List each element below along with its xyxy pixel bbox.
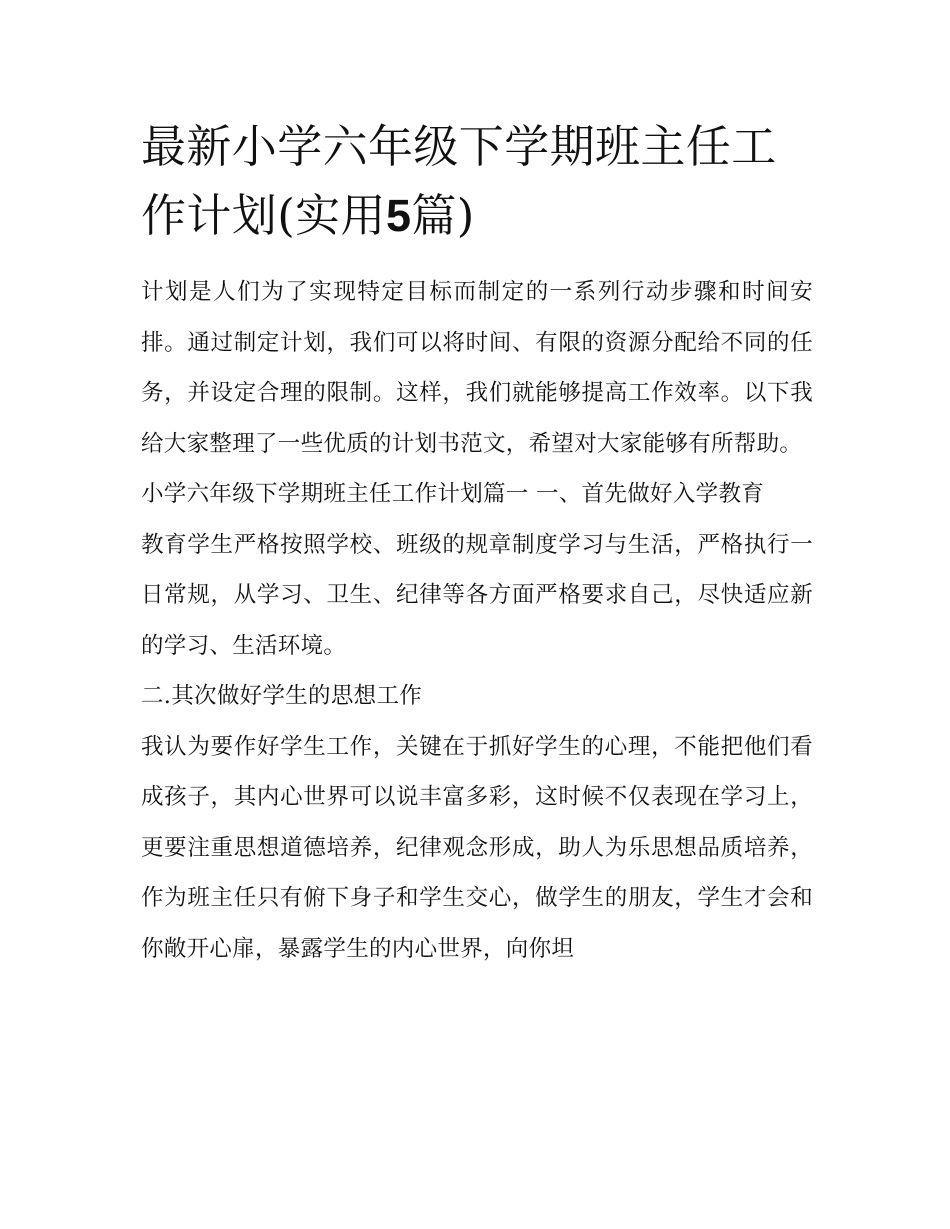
- document-content: [141, 112, 813, 974]
- intro-paragraph: 计划是人们为了实现特定目标而制定的一系列行动步骤和时间安排。通过制定计划，我们可以将时间、有限的资源分配给不同的任务，并设定合理的限制。这样，我们就能够提高工作效率。以下我给大家整理了一些优质的计划书范文，希望对大家能够有所帮助。: [141, 279, 813, 457]
- section-two-heading: 二.其次做好学生的思想工作: [141, 683, 423, 709]
- section-one-heading: 小学六年级下学期班主任工作计划篇一 一、首先做好入学教育: [141, 481, 765, 507]
- title-text-part2: 篇): [411, 189, 475, 242]
- document-title: [141, 112, 813, 250]
- section-one-body: 教育学生严格按照学校、班级的规章制度学习与生活，严格执行一日常规，从学习、卫生、纪律等各方面严格要求自己，尽快适应新的学习、生活环境。: [141, 531, 813, 659]
- section-two-body: 我认为要作好学生工作，关键在于抓好学生的心理，不能把他们看成孩子，其内心世界可以说丰富多彩，这时候不仅表现在学习上，更要注重思想道德培养，纪律观念形成，助人为乐思想品质培养，作为班主任只有俯下身子和学生交心，做学生的朋友，学生才会和你敞开心扉，暴露学生的内心世界，向你坦: [141, 733, 813, 962]
- title-number: 5: [385, 190, 412, 241]
- title-text-part1: 最新小学六年级下学期班主任工作计划(实用: [141, 120, 777, 242]
